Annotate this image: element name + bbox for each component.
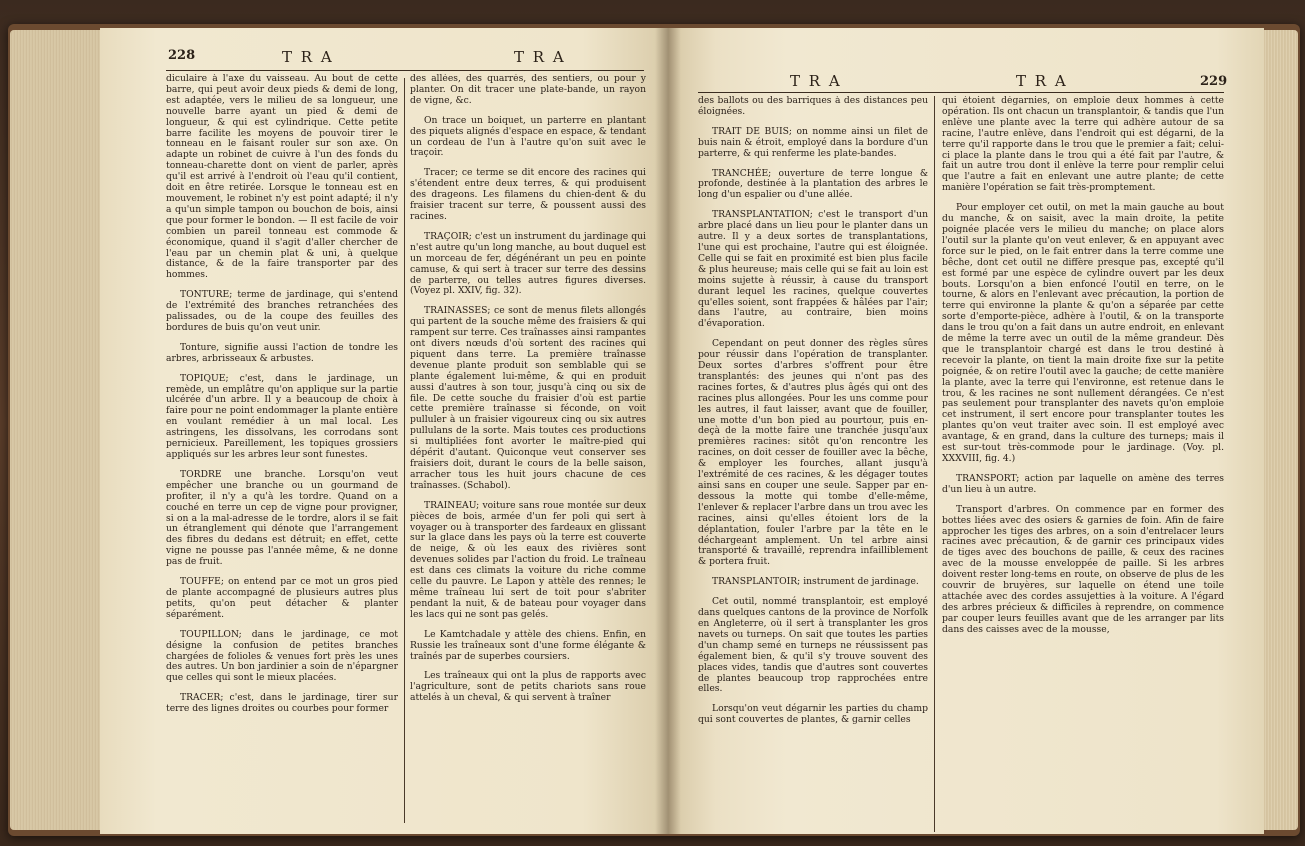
left-running-head-1: T R A <box>282 48 334 66</box>
right-page-edges <box>1262 30 1298 830</box>
paragraph: Les traîneaux qui ont la plus de rapports avec l'agriculture, sont de petits chariots sans roue attelés à un cheval, & qui servent à traîner <box>410 670 646 704</box>
paragraph: On trace un boiquet, un parterre en plantant des piquets alignés d'espace en espace, & tendant un cordeau de l'un à l'autre qu'on suit avec le traçoir. <box>410 114 646 159</box>
paragraph: TOPIQUE; c'est, dans le jardinage, un remède, un emplâtre qu'on applique sur la partie ulcérée d'un arbre. Il y a beaucoup de choix à faire pour ne point endommager la plante entière en voulant remédier à un mal local. Les astringens, les dissolvans, les corrodans sont pernicieux. Pareillement, les topiques grossiers appliqués sur les arbres leur sont funestes. <box>166 372 398 460</box>
right-page-column-1 <box>698 96 928 832</box>
paragraph: Cependant on peut donner des règles sûres pour réussir dans l'opération de transplanter. Deux sortes d'arbres s'offrent pour être transplantés: des jeunes qui n'ont pas des racines fortes, & d'autres plus âgés qui ont des racines plus allongées. Pour les uns comme pour les autres, il faut laisser, avant que de fouiller, une motte d'un bon pied au pourtour, puis en-deçà de la motte faire une tranchée jusqu'aux premières racines: sitôt qu'on rencontre les racines, on doit cesser de fouiller avec la bêche, & employer les fourches, allant jusqu'à l'extrémité de ces racines, & les dégager toutes ainsi sans en couper une seule. Sapper par en-dessous la motte qui tombe d'elle-même, l'enlever & replacer l'arbre dans un trou avec les racines, ainsi qu'elles étoient lors de la déplantation, fouler l'arbre par la tête en le déchargeant amplement. Un tel arbre ainsi transporté & travaillé, reprendra infailliblement & portera fruit. <box>698 338 928 568</box>
right-page-number: 229 <box>1200 74 1228 89</box>
paragraph: des ballots ou des barriques à des distances peu éloignées. <box>698 96 928 117</box>
left-page-edges <box>10 30 105 830</box>
paragraph: Tracer; ce terme se dit encore des racines qui s'étendent entre deux terres, & qui produisent des drageons. Les filamens du chien-dent & du fraisier tracent sur terre, & poussent aussi des racines. <box>410 167 646 222</box>
book-gutter <box>655 28 681 834</box>
paragraph: TRAÇOIR; c'est un instrument du jardinage qui n'est autre qu'un long manche, au bout duquel est un morceau de fer, dégénérant un peu en pointe camuse, & qui sert à tracer sur terre des dessins de parterre, ou telles autres figures diverses. (Voyez pl. XXIV, fig. 32). <box>410 230 646 297</box>
paragraph: TORDRE une branche. Lorsqu'on veut empêcher une branche ou un gourmand de profiter, il n'y a qu'à les tordre. Quand on a couché en terre un cep de vigne pour provigner, si on a la mal-adresse de le tordre, alors il se fait un étranglement qui dénote que l'arrangement des fibres du dedans est détruit; en effet, cette vigne ne pousse pas l'année même, & ne donne pas de fruit. <box>166 468 398 568</box>
paragraph: Transport d'arbres. On commence par en former des bottes liées avec des osiers & garnies de foin. Afin de faire approcher les tiges des arbres, on a soin d'entrelacer leurs racines avec précaution, & de garnir ces principaux vides de tiges avec des bouchons de paille, & ceux des racines avec de la mousse enveloppée de paille. Si les arbres doivent rester long-tems en route, on observe de plus de les couvrir de bruyères, sur laquelle on étend une toile attachée avec des cordes assujetties à la voiture. A l'égard des arbres précieux & difficiles à reprendre, on commence par couper leurs feuilles avant que de les arranger par lits dans des caisses avec de la mousse, <box>942 503 1224 635</box>
paragraph: TOUFFE; on entend par ce mot un gros pied de plante accompagné de plusieurs autres plus petits, qu'on peut détacher & planter séparément. <box>166 576 398 620</box>
paragraph: Tonture, signifie aussi l'action de tondre les arbres, arbrisseaux & arbustes. <box>166 341 398 364</box>
paragraph: TRAINASSES; ce sont de menus filets allongés qui partent de la souche même des fraisiers & qui rampent sur terre. Ces traînasses ainsi rampantes ont divers nœuds d'où sortent des racines qui piquent dans terre. La première traînasse devenue plante produit son semblable qui se plante également lui-même, & qui en produit aussi d'autres à son tour, jusqu'à cinq ou six de file. De cette souche du fraisier d'où est partie cette première traînasse si féconde, on voit pulluler à un fraisier vigoureux cinq ou six autres pullulans de la sorte. Mais toutes ces productions si multipliées font avorter le maître-pied qui dépérit d'autant. Quiconque veut conserver ses fraisiers doit, durant le cours de la belle saison, arracher tous les huit jours chacune de ces traînasses. (Schabol). <box>410 305 646 491</box>
right-running-head-2: T R A <box>1016 72 1068 90</box>
paragraph: Lorsqu'on veut dégarnir les parties du champ qui sont couvertes de plantes, & garnir celles <box>698 703 928 726</box>
left-page-number: 228 <box>168 48 196 63</box>
paragraph: Le Kamtchadale y attèle des chiens. Enfin, en Russie les traîneaux sont d'une forme élégante & traînés par de superbes coursiers. <box>410 628 646 662</box>
left-running-head-2: T R A <box>514 48 566 66</box>
right-column-divider <box>934 96 935 832</box>
paragraph: TRANSPORT; action par laquelle on amène des terres d'un lieu à un autre. <box>942 472 1224 495</box>
paragraph: qui étoient dégarnies, on emploie deux hommes à cette opération. Ils ont chacun un transplantoir, & tandis que l'un enlève une plante avec la terre qui adhère autour de sa racine, l'autre enlève, dans l'endroit qui est dégarni, de la terre qu'il rapporte dans le trou que le premier a fait; celui-ci place la plante dans le trou qui a été fait par l'autre, & fait un autre trou dont il enlève la terre pour remplir celui que l'autre a fait en enlevant une autre plante; de cette manière l'opération se fait très-promptement. <box>942 96 1224 194</box>
left-header-rule <box>166 70 644 71</box>
left-page-column-1 <box>166 74 398 826</box>
paragraph: TONTURE; terme de jardinage, qui s'entend de l'extrémité des branches retranchées des palissades, ou de la coupe des feuilles des bordures de buis qu'on veut unir. <box>166 289 398 333</box>
left-column-divider <box>404 78 405 823</box>
right-running-head-1: T R A <box>790 72 842 90</box>
paragraph: TRANCHÉE; ouverture de terre longue & profonde, destinée à la plantation des arbres le long d'un espalier ou d'une allée. <box>698 167 928 201</box>
paragraph: Cet outil, nommé transplantoir, est employé dans quelques cantons de la province de Norfolk en Angleterre, où il sert à transplanter les gros navets ou turneps. On sait que toutes les parties d'un champ semé en turneps ne réussissent pas également bien, & qu'il s'y trouve souvent des places vides, tandis que d'autres sont couvertes de plantes beaucoup trop rapprochées entre elles. <box>698 596 928 695</box>
paragraph: TRANSPLANTOIR; instrument de jardinage. <box>712 576 919 588</box>
paragraph: Pour employer cet outil, on met la main gauche au bout du manche, & on saisit, avec la main droite, la petite poignée placée vers le milieu du manche; on place alors l'outil sur la plante qu'on veut enlever, & en appuyant avec force sur le pied, on le fait entrer dans la terre comme une bêche, dont cet outil ne diffère presque pas, excepté qu'il est formé par une espèce de cylindre ouvert par les deux bouts. Lorsqu'on a bien enfoncé l'outil en terre, on le tourne, & alors en l'enlevant avec précaution, la portion de terre qui environne la plante & qu'on a séparée par cette sorte d'emporte-pièce, adhère à l'outil, & on la transporte dans le trou qu'on a fait dans un autre endroit, en enlevant de même la terre avec un outil de la même grandeur. Dès que le transplantoir chargé est dans le trou destiné à recevoir la plante, on tient la main droite fixe sur la petite poignée, & on retire l'outil avec la gauche; de cette manière la plante, avec la terre qui l'environne, est retenue dans le trou, & les racines ne sont nullement dérangées. Ce n'est pas seulement pour transplanter des navets qu'on emploie cet instrument, il sert encore pour transplanter toutes les plantes qu'on veut traiter avec soin. Il est employé avec avantage, & en grand, dans la culture des turneps; mais il est sur-tout très-commode pour le jardinage. (Voy. pl. XXXVIII, fig. 4.) <box>942 202 1224 464</box>
paragraph: TOUPILLON; dans le jardinage, ce mot désigne la confusion de petites branches chargées de folioles & venues fort près les unes des autres. Un bon jardinier a soin de n'épargner que celles qui sont le mieux placées. <box>166 628 398 684</box>
left-page-column-2 <box>410 74 646 826</box>
paragraph: TRAINEAU; voiture sans roue montée sur deux pièces de bois, armée d'un fer poli qui sert à voyager ou à transporter des fardeaux en glissant sur la glace dans les pays où la terre est couverte de neige, & où les eaux des rivières sont devenues solides par l'action du froid. Le traîneau est dans ces climats la voiture du riche comme celle du pauvre. Le Lapon y attèle des rennes; le même traîneau lui sert de toit pour s'abriter pendant la nuit, & de bateau pour voyager dans les lacs qui ne sont pas gelés. <box>410 499 646 620</box>
paragraph: TRACER; c'est, dans le jardinage, tirer sur terre des lignes droites ou courbes pour former <box>166 692 398 715</box>
paragraph: diculaire à l'axe du vaisseau. Au bout de cette barre, qui peut avoir deux pieds & demi de long, est adaptée, vers le milieu de sa longueur, une nouvelle barre ayant un pied & demi de longueur, & qui est cylindrique. Cette petite barre facilite les moyens de pouvoir tirer le tonneau en le faisant rouler sur son axe. On adapte un robinet de cuivre à l'un des fonds du tonneau-charette dont on vient de parler, après qu'il est arrivé à l'endroit où l'eau qu'il contient, doit en être retirée. Lorsque le tonneau est en mouvement, le robinet n'y est point adapté; il n'y a qu'un simple tampon ou bouchon de bois, ainsi que pour former le bondon. — Il est facile de voir combien un pareil tonneau est commode & économique, quand il s'agit d'aller chercher de l'eau par un chemin plat & uni, à quelque distance, & de la faire transporter par des hommes. <box>166 74 398 281</box>
paragraph: TRANSPLANTATION; c'est le transport d'un arbre placé dans un lieu pour le planter dans un autre. Il y a deux sortes de transplantations, l'une qui est prochaine, l'autre qui est éloignée. Celle qui se fait en proximité est bien plus facile & plus heureuse; mais celle qui se fait au loin est moins sujette à réussir, à cause du transport durant lequel les racines, quelque couvertes qu'elles soient, sont frappées & hâlées par l'air; dans l'autre, au contraire, bien moins d'évaporation. <box>698 209 928 330</box>
right-header-rule <box>698 92 1224 93</box>
paragraph: des allées, des quarrés, des sentiers, ou pour y planter. On dit tracer une plate-bande, un rayon de vigne, &c. <box>410 74 646 106</box>
right-page-column-2 <box>942 96 1224 832</box>
paragraph: TRAIT DE BUIS; on nomme ainsi un filet de buis nain & étroit, employé dans la bordure d'un parterre, & qui renferme les plate-bandes. <box>698 125 928 159</box>
